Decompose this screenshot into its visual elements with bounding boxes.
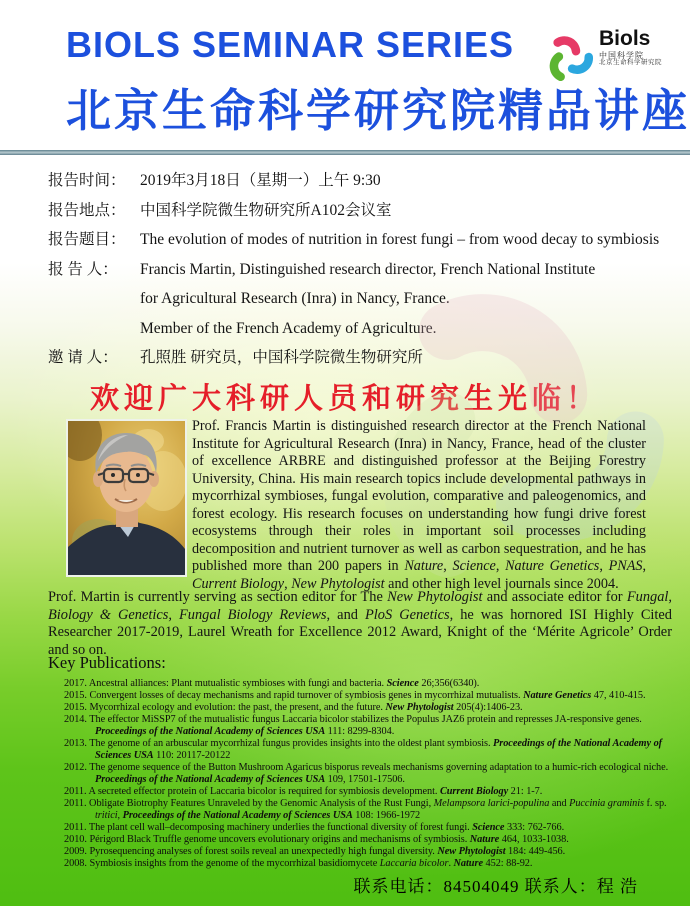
publication-item: 2017. Ancestral alliances: Plant mutualistic symbioses with fungi and bacteria. Science 26;356(6340). <box>64 678 480 689</box>
info-label: 邀 请 人： <box>48 349 118 366</box>
chinese-title: 北京生命科学研究院精品讲座 <box>66 85 690 136</box>
info-label: 报告时间： <box>48 172 126 189</box>
info-row-host <box>48 343 670 373</box>
info-value: Francis Martin, Distinguished research director, French National Institute <box>140 260 596 278</box>
bio-paragraph: Prof. Francis Martin is distinguished research director at the French National Institute for Agricultural Research (Inra) in Nancy, France, head of the cluster of excellence ARBRE and distinguished professor at the Beijing Forestry University, China. His main research topics include developmental pathways in mycorrhizal symbioses, fungal evolution, comparative and paleogenomics, and forest ecology. His research focuses on understanding how fungi drive forest ecosystems through their roles in important soil processes including decomposition and nutrient turnover as well as carbon sequestration, and he has published more than 200 papers in Nature, Science, Nature Genetics, PNAS, Current Biology, New Phytologist and other high level journals since 2004. <box>192 418 647 592</box>
info-row-time <box>48 166 670 196</box>
publication-item: 2010. Périgord Black Truffle genome uncovers evolutionary origins and mechanisms of symbiosis. Nature 464, 1033-1038. <box>64 834 569 845</box>
publication-item: 2011. A secreted effector protein of Laccaria bicolor is required for symbiosis development. Current Biology 21: 1-7. <box>64 786 543 797</box>
publication-item: 2011. The plant cell wall–decomposing machinery underlies the functional diversity of forest fungi. Science 333: 762-766. <box>64 822 565 833</box>
info-row-speaker <box>48 255 670 285</box>
info-label: 报 告 人： <box>48 260 118 278</box>
publication-item: 2012. The genome sequence of the Button Mushroom Agaricus bisporus reveals mechanisms governing adaptation to a humic-rich ecological niche. Proceedings of the National Academy of Sciences USA 109, 17501-17506. <box>64 762 669 785</box>
header-divider <box>0 150 690 155</box>
info-value: 中国科学院微生物研究所A102会议室 <box>140 201 392 219</box>
key-publications-heading: Key Publications: <box>48 653 166 672</box>
publication-item: 2014. The effector MiSSP7 of the mutualistic fungus Laccaria bicolor stabilizes the Populus JAZ6 protein and represses JA-responsive genes. Proceedings of the National Academy of Sciences USA 111: 8299-8304. <box>64 714 642 737</box>
publication-item: 2013. The genome of an arbuscular mycorrhizal fungus provides insights into the oldest plant symbiosis. Proceedings of the National Academy of Sciences USA 110: 20117-20122 <box>64 738 663 761</box>
info-value: for Agricultural Research (Inra) in Nancy, France. <box>140 290 450 307</box>
contact-line: 联系电话：84504049 联系人：程 浩 <box>353 877 638 896</box>
info-label: 报告地点： <box>48 201 126 219</box>
publication-item: 2011. Obligate Biotrophy Features Unraveled by the Genomic Analysis of the Rust Fungi, Melampsora larici-populina and Puccinia graminis f. sp. tritici, Proceedings of the National Academy of Sciences USA 108: 1966-1972 <box>64 798 667 821</box>
info-value: 孔照胜 研究员，中国科学院微生物研究所 <box>140 349 423 366</box>
speaker-photo <box>66 419 187 577</box>
info-row-place <box>48 196 670 226</box>
editor-paragraph: Prof. Martin is currently serving as section editor for The New Phytologist and associate editor for Fungal, Biology & Genetics, Fungal Biology Reviews, and PloS Genetics, he was hornored ISI Highly Cited Researcher 2017-2019, Laurel Wreath for Excellence 2012 Award, Knight of the ‘Mérite Agricole’ Order and so on. <box>48 589 673 658</box>
info-row-speaker-cont1 <box>48 284 670 314</box>
info-row-topic <box>48 225 670 255</box>
publication-item: 2015. Mycorrhizal ecology and evolution: the past, the present, and the future. New Phytologist 205(4):1406-23. <box>64 702 523 713</box>
logo-wordmark: Biols <box>599 27 651 50</box>
info-value: The evolution of modes of nutrition in forest fungi – from wood decay to symbiosis <box>140 231 660 248</box>
info-label: 报告题目： <box>48 231 126 248</box>
logo-org-line2: 北京生命科学研究院 <box>599 59 662 67</box>
welcome-banner: 欢迎广大科研人员和研究生光临！ <box>89 383 600 415</box>
publication-item: 2015. Convergent losses of decay mechanisms and rapid turnover of symbiosis genes in mycorrhizal mutualists. Nature Genetics 47, 410-415. <box>64 690 646 701</box>
logo-org-line1: 中国科学院 <box>599 51 644 61</box>
publications-list <box>64 678 684 870</box>
info-value: 2019年3月18日（星期一）上午 9:30 <box>140 172 381 189</box>
info-row-speaker-cont2 <box>48 314 670 344</box>
publication-item: 2009. Pyrosequencing analyses of forest soils reveal an unexpectedly high fungal diversity. New Phytologist 184: 449-456. <box>64 846 566 857</box>
series-title: BIOLS SEMINAR SERIES <box>66 24 515 65</box>
publication-item: 2008. Symbiosis insights from the genome of the mycorrhizal basidiomycete Laccaria bicolor. Nature 452: 88-92. <box>64 858 533 869</box>
seminar-info <box>48 166 670 373</box>
info-value: Member of the French Academy of Agriculture. <box>140 319 437 337</box>
